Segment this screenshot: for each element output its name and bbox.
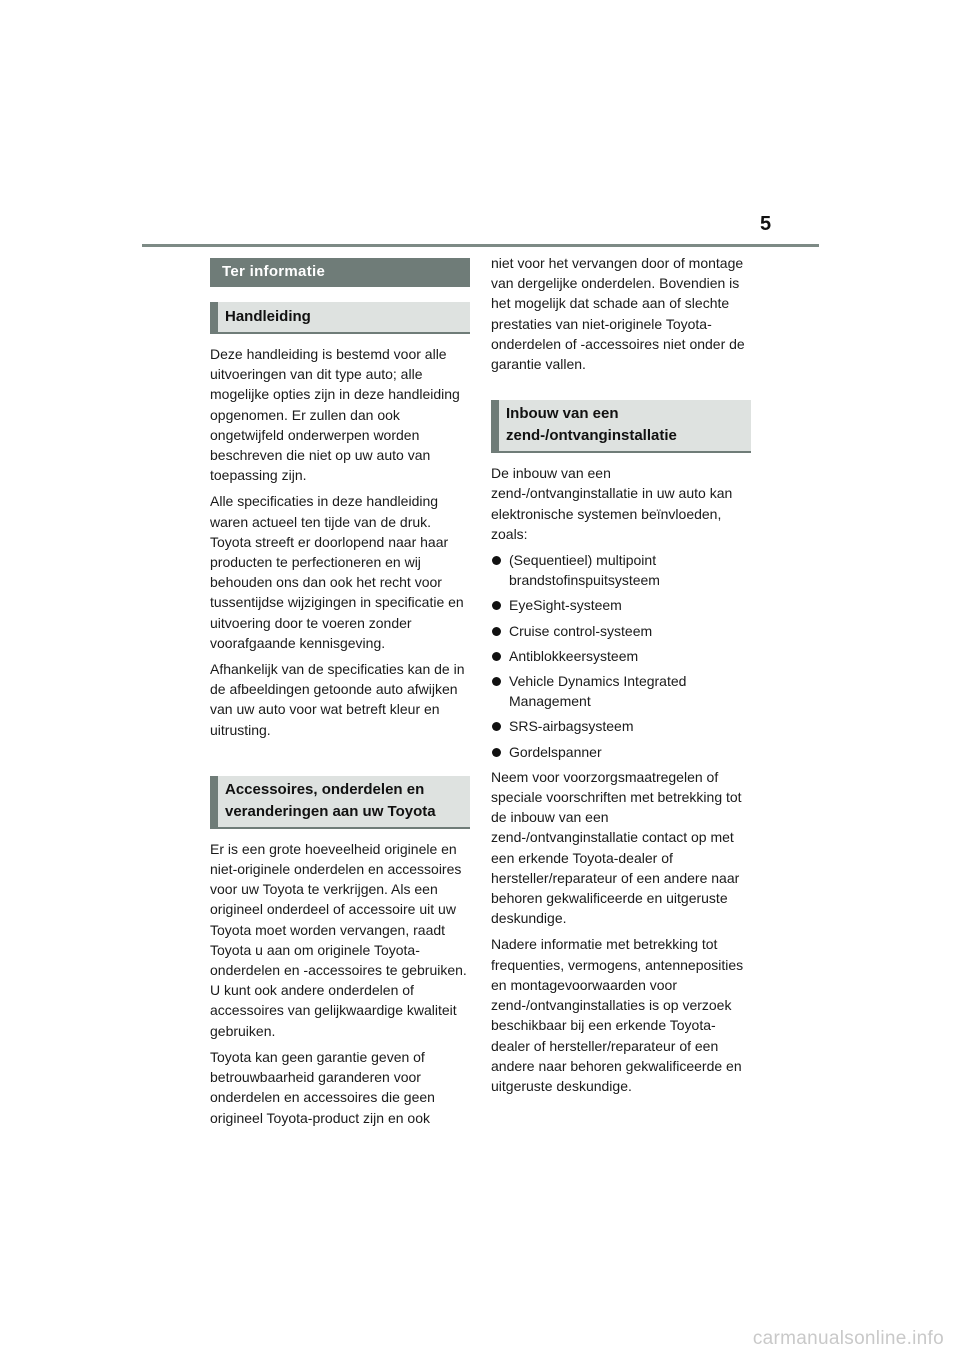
page-number: 5 — [760, 213, 772, 235]
chapter-title: Ter informatie — [210, 258, 470, 287]
heading-line: Inbouw van een — [506, 405, 619, 423]
list-item: (Sequentieel) multipoint brandstofinspuitsysteem — [491, 550, 751, 590]
bullet-icon — [492, 556, 501, 565]
paragraph: Deze handleiding is bestemd voor alle uitvoeringen van dit type auto; alle mogelijke opties zijn in deze handleiding opgenomen. Er zullen dan ook ongetwijfeld onderwerpen worden beschreven die niet op uw auto van toepassing zijn. — [210, 346, 460, 484]
paragraph: Nadere informatie met betrekking tot frequenties, vermogens, antenneposities en montagevoorwaarden voor zend-/ontvanginstallaties is op verzoek beschikbaar bij een erkende Toyota-dealer of hersteller/reparateur of een andere naar behoren gekwalificeerde en uitgeruste deskundige. — [491, 936, 744, 1094]
paragraph: Toyota kan geen garantie geven of betrouwbaarheid garanderen voor onderdelen en accessoires die geen origineel Toyota-product zijn en ook — [210, 1048, 435, 1126]
section-heading-handleiding: Handleiding — [210, 302, 470, 334]
section-heading-accessoires — [210, 776, 470, 829]
paragraph: Neem voor voorzorgsmaatregelen of speciale voorschriften met betrekking tot de inbouw van een zend-/ontvanginstallatie contact op met een erkende Toyota-dealer of hersteller/reparateur of een andere naar behoren gekwalificeerde en uitgeruste deskundige. — [491, 768, 742, 927]
bullet-icon — [492, 652, 501, 661]
paragraph: Er is een grote hoeveelheid originele en niet-originele onderdelen en accessoires voor uw Toyota te verkrijgen. Als een origineel onderdeel of accessoire uit uw Toyota moet worden vervangen, raadt Toyota u aan om originele Toyota-onderdelen en -accessoires te gebruiken. U kunt ook andere onderdelen of accessoires van gelijkwaardige kwaliteit gebruiken. — [210, 840, 467, 1039]
right-column — [491, 253, 751, 1102]
section-heading-inbouw — [491, 400, 751, 453]
header-rule — [142, 244, 819, 247]
paragraph: De inbouw van een zend-/ontvanginstallatie in uw auto kan elektronische systemen beïnvloeden, zoals: — [491, 465, 733, 542]
list-item: EyeSight-systeem — [491, 595, 751, 615]
bullet-icon — [492, 601, 501, 610]
bullet-icon — [492, 677, 501, 686]
list-item: Gordelspanner — [491, 742, 751, 762]
left-column — [210, 258, 470, 1134]
heading-line: zend-/ontvanginstallatie — [506, 427, 677, 445]
list-item: Vehicle Dynamics Integrated Management — [491, 671, 751, 711]
system-list — [491, 550, 751, 762]
bullet-icon — [492, 748, 501, 757]
bullet-icon — [492, 722, 501, 731]
list-item: Cruise control-systeem — [491, 621, 751, 641]
list-item: SRS-airbagsysteem — [491, 716, 751, 736]
paragraph: niet voor het vervangen door of montage van dergelijke onderdelen. Bovendien is het mogelijk dat schade aan of slechte prestaties van niet-originele Toyota-onderdelen of -accessoires niet onder de garantie vallen. — [491, 255, 745, 373]
paragraph: Alle specificaties in deze handleiding waren actueel ten tijde van de druk. Toyota streeft er doorlopend naar haar producten te perfectioneren en wij behouden ons dan ook het recht voor tussentijdse wijzigingen in specificatie en uitvoering door te voeren zonder voorafgaande kennisgeving. — [210, 493, 464, 651]
list-item: Antiblokkeersysteem — [491, 646, 751, 666]
bullet-icon — [492, 627, 501, 636]
heading-line: veranderingen aan uw Toyota — [225, 802, 436, 820]
heading-line: Accessoires, onderdelen en — [225, 780, 425, 798]
paragraph: Afhankelijk van de specificaties kan de in de afbeeldingen getoonde auto afwijken van uw auto voor wat betreft kleur en uitrusting. — [210, 661, 465, 738]
watermark: carmanualsonline.info — [752, 1328, 944, 1349]
